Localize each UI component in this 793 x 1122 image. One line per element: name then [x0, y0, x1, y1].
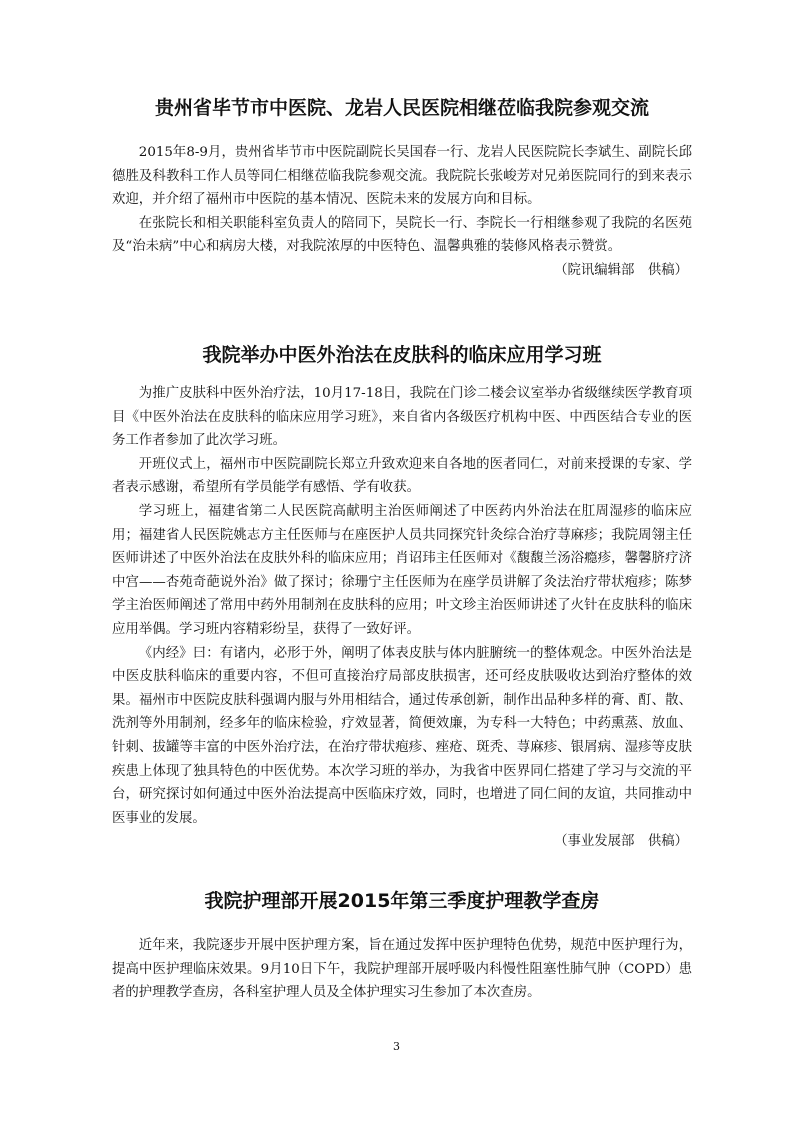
article-paragraph: 近年来，我院逐步开展中医护理方案，旨在通过发挥中医护理特色优势，规范中医护理行为，提高中医护理临床效果。9月10日下午，我院护理部开展呼吸内科慢性阻塞性肺气肿（COPD）患者的护理教学查房，各科室护理人员及全体护理实习生参加了本次查房。 [112, 938, 692, 1001]
article-paragraph: 《内经》曰：有诸内，必形于外，阐明了体表皮肤与体内脏腑统一的整体观念。中医外治法是中医皮肤科临床的重要内容，不但可直接治疗局部皮肤损害，还可经皮肤吸收达到治疗整体的效果。福州市中医院皮肤科强调内服与外用相结合，通过传承创新，制作出品种多样的膏、酊、散、洗剂等外用制剂，经多年的临床检验，疗效显著，简便效廉，为专科一大特色；中药熏蒸、放血、针刺、拔罐等丰富的中医外治疗法，在治疗带状疱疹、痤疮、斑秃、荨麻疹、银屑病、湿疹等皮肤疾患上体现了独具特色的中医优势。本次学习班的举办，为我省中医界同仁搭建了学习与交流的平台，研究探讨如何通过中医外治法提高中医临床疗效，同时，也增进了同仁间的友谊，共同推动中医事业的发展。 [112, 645, 692, 826]
article-credit: （院讯编辑部 供稿） [554, 262, 688, 278]
article-title: 我院护理部开展2015年第三季度护理教学查房 [204, 890, 600, 912]
article-paragraph: 学习班上，福建省第二人民医院高献明主治医师阐述了中医药内外治法在肛周湿疹的临床应用；福建省人民医院姚志方主任医师与在座医护人员共同探究针灸综合治疗荨麻疹；我院周翎主任医师讲述了中医外治法在皮肤外科的临床应用；肖诏玮主任医师对《馥馥兰汤浴瘾疹，馨馨脐疗济中宫——杏苑奇葩说外治》做了探讨；徐珊宁主任医师为在座学员讲解了灸法治疗带状疱疹；陈梦学主治医师阐述了常用中药外用制剂在皮肤科的应用；叶文珍主治医师讲述了火针在皮肤科的临床应用举偶。学习班内容精彩纷呈，获得了一致好评。 [112, 503, 692, 637]
article-paragraph: 为推广皮肤科中医外治疗法，10月17-18日，我院在门诊二楼会议室举办省级继续医学教育项目《中医外治法在皮肤科的临床应用学习班》，来自省内各级医疗机构中医、中西医结合专业的医务工作者参加了此次学习班。 [112, 386, 692, 449]
article-paragraph: 开班仪式上，福州市中医院副院长郑立升致欢迎来自各地的医者同仁，对前来授课的专家、学者表示感谢，希望所有学员能学有感悟、学有收获。 [112, 456, 692, 496]
article-paragraph: 在张院长和相关职能科室负责人的陪同下，吴院长一行、李院长一行相继参观了我院的名医苑及“治未病”中心和病房大楼，对我院浓厚的中医特色、温馨典雅的装修风格表示赞赏。 [112, 215, 692, 255]
article-title: 我院举办中医外治法在皮肤科的临床应用学习班 [202, 344, 602, 366]
page-number: 3 [393, 1040, 400, 1053]
article-title: 贵州省毕节市中医院、龙岩人民医院相继莅临我院参观交流 [154, 97, 649, 119]
article-credit: （事业发展部 供稿） [554, 834, 688, 850]
article-paragraph: 2015年8-9月，贵州省毕节市中医院副院长吴国春一行、龙岩人民医院院长李斌生、副院长邱德胜及科教科工作人员等同仁相继莅临我院参观交流。我院院长张峻芳对兄弟医院同行的到来表示欢迎，并介绍了福州市中医院的基本情况、医院未来的发展方向和目标。 [112, 145, 692, 208]
